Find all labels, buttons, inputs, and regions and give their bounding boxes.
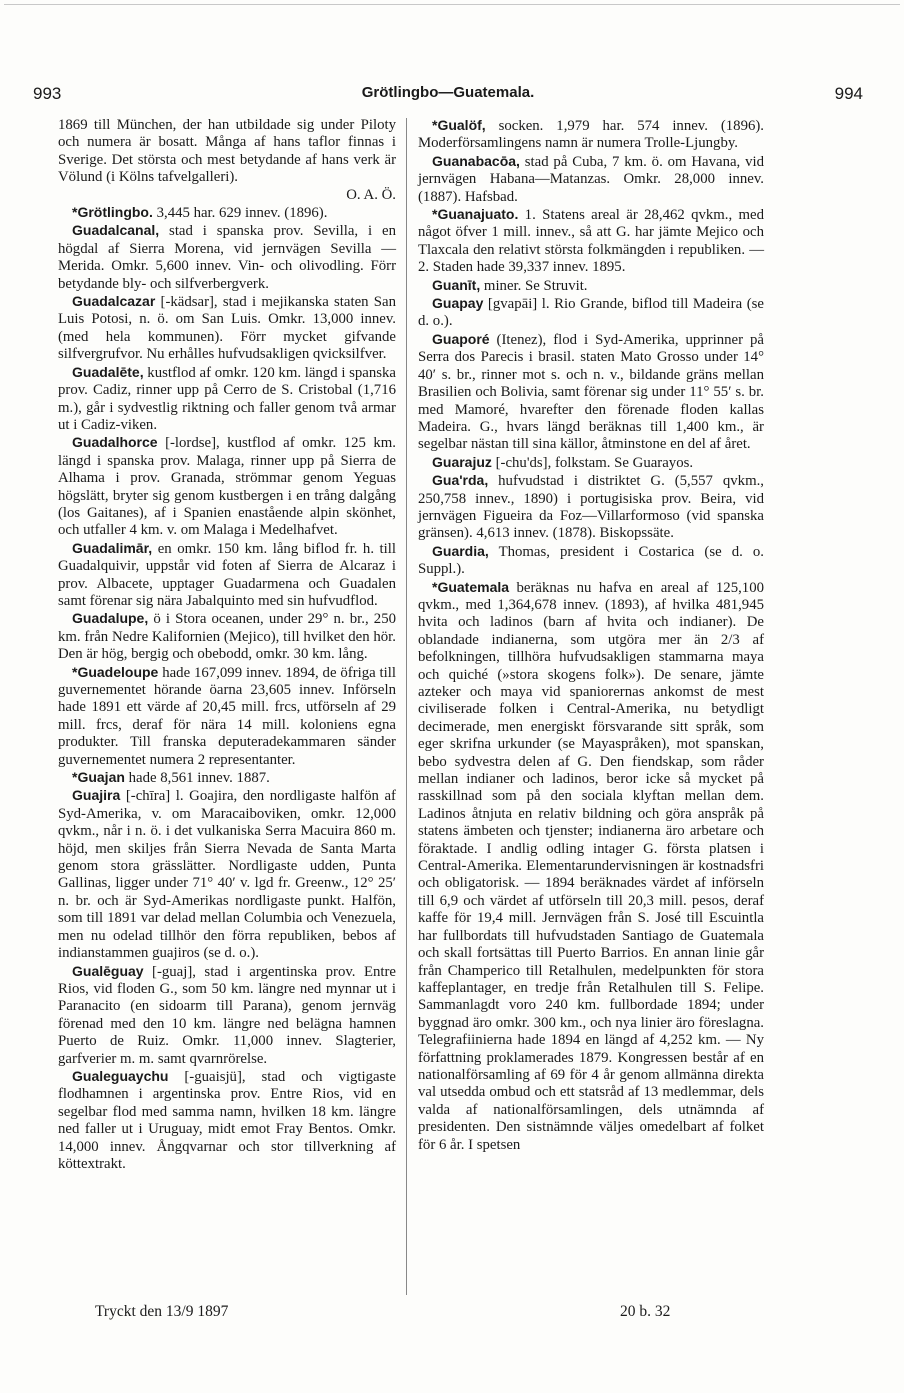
- entry-text: [-kädsar], stad i mejikanska staten San Luis Potosi, n. ö. om San Luis. Omkr. 13,000 innev. (med hela kommunen). Förr mycket gifvande silfvergrufvor. Nu erhålles hufvudsakligen qvicksilfver.: [58, 294, 396, 363]
- entry-headword: *Guatemala: [432, 578, 510, 595]
- entry-headword: *Gualöf,: [432, 117, 486, 133]
- dictionary-entry: [58, 204, 396, 222]
- entry-headword: *Guadeloupe: [72, 663, 159, 680]
- continued-entry: [58, 117, 396, 187]
- entry-headword: Guadalupe,: [72, 610, 149, 627]
- entry-text: [-chīra] l. Goajira, den nordligaste halfön af Syd-Amerika, v. om Maracaiboviken, omkr. 12,000 qvkm., når i n. ö. i det vulkaniska Serra Macuira 860 m. höjd, men skiljes från Sierra Nevada de Santa Marta genom stora grässlätter. Nordligaste udden, Punta Gallinas, ligger under 71° 40′ v. lgd fr. Greenw., 12° 25′ n. br. och är Syd-Amerikas nordligaste punkt. Halfön, som till 1891 var delad mellan Columbia och Venezuela, men nu odelad tillhör den förra republiken, bebos af indianstammen guajiros (se d. o.).: [58, 788, 396, 962]
- entry-headword: Guadalhorce: [72, 434, 158, 451]
- entry-text: socken. 1,979 har. 574 innev. (1896). Moderförsamlingens namn är numera Trolle-Ljungby.: [418, 118, 764, 152]
- dictionary-entry: [58, 1068, 396, 1173]
- entry-headword: Gua'rda,: [432, 472, 489, 489]
- dictionary-entry: [58, 540, 396, 611]
- dictionary-entry: [418, 331, 764, 454]
- dictionary-entry: [58, 364, 396, 435]
- dictionary-entry: [418, 153, 764, 206]
- entry-text: ö i Stora oceanen, under 29° n. br., 250 km. från Nedre Kalifornien (Mejico), till hvilket den hör. Den är hög, bergig och obebodd, omkr. 30 km. lång.: [58, 611, 396, 663]
- dictionary-entry: [418, 579, 764, 1154]
- entry-text: hade 167,099 innev. 1894, de öfriga till guvernementet hörande öarna 23,605 innev. Införseln hade 1891 ett värde af 20,45 mill. frcs, utförseln af 29 mill. frcs, deraf för nära 14 mill. koloniens egna produkter. Till franska deputeradekammaren sänder guvernementet numera 2 representanter.: [58, 664, 396, 768]
- right-entry-list: [418, 117, 764, 1154]
- entry-text: hufvudstad i distriktet G. (5,557 qvkm., 250,758 innev., 1890) i portugisiska prov. Beira, vid jernvägen Figueira da Foz—Villarformoso (vid spanska gränsen). 4,613 innev. (1878). Biskopssäte.: [418, 473, 764, 542]
- entry-text: [-chu'ds], folkstam. Se Guarayos.: [491, 454, 694, 471]
- page-number-right: 994: [834, 84, 863, 103]
- print-date: Tryckt den 13/9 1897: [95, 1303, 229, 1320]
- entry-headword: Guardia,: [432, 542, 489, 559]
- entry-headword: Guadalcazar: [72, 293, 156, 310]
- dictionary-entry: [418, 472, 764, 543]
- dictionary-entry: [58, 963, 396, 1068]
- author-signature: O. A. Ö.: [346, 186, 396, 203]
- entry-headword: *Grötlingbo.: [72, 204, 153, 221]
- page-header: [33, 84, 863, 108]
- dictionary-entry: [418, 277, 764, 295]
- entry-text: [-guaisjü], stad och vigtigaste flodhamnen i argentinska prov. Entre Rios, vid en segelbar flod med samma namn, hvilken 18 km. längre ned faller ut i Uruguay, midt emot Fray Bentos. Omkr. 14,000 innev. Ångqvarnar och stor tillverkning af köttextrakt.: [58, 1068, 396, 1172]
- dictionary-entry: [418, 454, 764, 472]
- entry-text: stad i spanska prov. Sevilla, i en högdal af Sierra Morena, vid jernvägen Sevilla —Merida. Omkr. 5,600 innev. Vin- och olivodling. Förr betydande bly- och silfverbergverk.: [58, 223, 396, 292]
- entry-text: (Itenez), flod i Syd-Amerika, upprinner på Serra dos Parecis i brasil. staten Mato Grosso under 14° 40′ s. br., rinner mot s. och n. v., bildande gräns mellan Brasilien och Bolivia, samt förenar sig under 11° 55′ s. br. med Mamoré, hvarefter den förenade floden kallas Madeira. G., hvars längd beräknas till 1,400 km., är segelbar nästan till sina källor, åtminstone en del af året.: [418, 331, 764, 453]
- dictionary-entry: [58, 434, 396, 539]
- entry-headword: Guadalēte,: [72, 363, 144, 380]
- page-number-left: 993: [33, 84, 62, 103]
- dictionary-entry: [418, 295, 764, 331]
- entry-text: 3,445 har. 629 innev. (1896).: [152, 205, 328, 222]
- entry-headword: Guadalimār,: [72, 539, 153, 556]
- entry-headword: Guajira: [72, 787, 121, 804]
- entry-text: beräknas nu hafva en areal af 125,100 qvkm., med 1,364,678 innev. (1893), af hvilka 481,945 hvita och ladinos (barn af hvita och indianer). De oblandade indianerna, som utgöra mer än 2/3 af befolkningen, tillhöra hufvudsakligen stammarna maya och quiché (»stora skogens folk»). De senare, jämte azteker och maya vid spaniorernas ankomst de mest civiliserade folken i Central-Amerika, nu betydligt decimerade, men energiskt försvarande sitt språk, som eger skrifna urkunder (se Mayaspråken), mot spanskan, bebo sydvestra delen af G. Den fiendskap, som råder mellan indianer och ladinos, beror icke så mycket på rasskillnad som på den sociala klyftan mellan dem. Ladinos åtnjuta en relativ bildning och göra anspråk på statens ämbeten och tjenster; indianerna äro arbetare och föraktade. I andlig odling intager G. första platsen i Central-Amerika. Elementarundervisningen är kostnadsfri och obligatorisk. — 1894 beräknades värdet af införseln till 6,9 och värdet af utförseln till 20,3 mill. pesos, deraf kaffe för 19,4 mill. Jernvägen från S. José till Escuintla har fullbordats till hufvudstaden Santiago de Guatemala och skall fortsättas till Puerto Barrios. En annan linie går från Champerico till Retalhulen, medelpunkten för stora kaffeplantager, en tredje från Retalhulen till S. Felipe. Sammanlagdt voro 240 km. fullbordade 1894; under byggnad äro omkr. 300 km., och nya linier äro föreslagna. Telegrafiinierna hade 1894 en längd af 4,252 km. — Ny författning proklamerades 1879. Kongressen består af en nationalförsamling af 69 för 4 år genom allmänna direkta val utsedda ombud och ett statsråd af 13 medlemmar, dels valda af nationalförsamlingen, dels utnämnda af presidenten. Den sistnämnde väljes omedelbart af folket för 6 år. I spetsen: [418, 579, 764, 1153]
- entry-text: kustflod af omkr. 120 km. längd i spanska prov. Cadiz, rinner upp på Cerro de S. Cristobal (1,716 m.), går i sydvestlig riktning och faller genom två armar ut i Cadiz-viken.: [58, 364, 396, 433]
- entry-headword: Guanīt,: [432, 276, 481, 293]
- dictionary-entry: [418, 206, 764, 277]
- entry-text: stad på Cuba, 7 km. ö. om Havana, vid jernvägen Habana—Matanzas. Omkr. 28,000 innev. (1887). Hafsbad.: [418, 153, 764, 205]
- entry-text: 1. Statens areal är 28,462 qvkm., med något öfver 1 mill. innev., så att G. har jämte Mejico och Tlaxcala den relativt största folkmängden i republiken. — 2. Staden hade 39,337 innev. 1895.: [418, 207, 764, 276]
- entry-text: 1869 till München, der han utbildade sig under Piloty och numera är bosatt. Många af hans taflor finnas i Sverige. Det största och mest betydande af hans verk är Völund (i Kölns tafvelgalleri).: [58, 117, 396, 186]
- entry-headword: *Guanajuato.: [432, 206, 519, 223]
- right-column: [418, 117, 764, 1154]
- dictionary-entry: [58, 222, 396, 293]
- entry-headword: Guadalcanal,: [72, 222, 160, 239]
- entry-headword: *Guajan: [72, 769, 125, 786]
- entry-text: [gvapāi] l. Rio Grande, biflod till Madeira (se d. o.).: [418, 296, 764, 330]
- entry-headword: Gualēguay: [72, 962, 144, 979]
- left-column: [58, 117, 396, 1173]
- dictionary-entry: [58, 664, 396, 769]
- dictionary-entry: [418, 543, 764, 579]
- entry-text: miner. Se Struvit.: [480, 277, 588, 294]
- entry-headword: Guarajuz: [432, 453, 492, 470]
- left-entry-list: [58, 204, 396, 1173]
- entry-text: en omkr. 150 km. lång biflod fr. h. till Guadalquivir, uppstår vid foten af Sierra de Alcaraz i prov. Albacete, upptager Guadarmena och Guadalen samt förenar sig nära Jabalquinto med sin hufvudflod.: [58, 540, 396, 609]
- entry-headword: Gualeguaychu: [72, 1067, 169, 1084]
- dictionary-entry: [418, 117, 764, 153]
- entry-text: [-lordse], kustflod af omkr. 125 km. längd i spanska prov. Malaga, rinner upp på Sierra de Alhama i prov. Granada, strömmar genom Yeguas högslätt, bryter sig genom kustbergen i en trång dalgång (los Gaitanes), af i Spanien enastående alpin skönhet, och utfaller 4 km. v. om Malaga i Medelhafvet.: [58, 435, 396, 539]
- entry-headword: Guaporé: [432, 330, 490, 347]
- column-divider: [406, 118, 407, 1295]
- entry-text: Thomas, president i Costarica (se d. o. Suppl.).: [418, 543, 764, 578]
- entry-text: hade 8,561 innev. 1887.: [124, 770, 270, 787]
- sheet-signature: 20 b. 32: [620, 1303, 671, 1320]
- entry-headword: Guanabacōa,: [432, 152, 520, 169]
- entry-headword: Guapay: [432, 295, 484, 312]
- running-title: Grötlingbo—Guatemala.: [361, 84, 535, 101]
- dictionary-entry: [58, 769, 396, 787]
- dictionary-entry: [58, 610, 396, 663]
- top-rule: [4, 4, 900, 5]
- dictionary-entry: [58, 293, 396, 364]
- entry-text: [-guaj], stad i argentinska prov. Entre Rios, vid floden G., som 50 km. längre ned mynnar ut i Paranacito (en sidoarm till Parana), genom jernväg förenad med den 10 km. längre ned belägna hamnen Puerto de Ruiz. Omkr. 11,000 innev. Slagterier, garfverier m. m. samt qvarnrörelse.: [58, 963, 396, 1067]
- dictionary-entry: [58, 787, 396, 962]
